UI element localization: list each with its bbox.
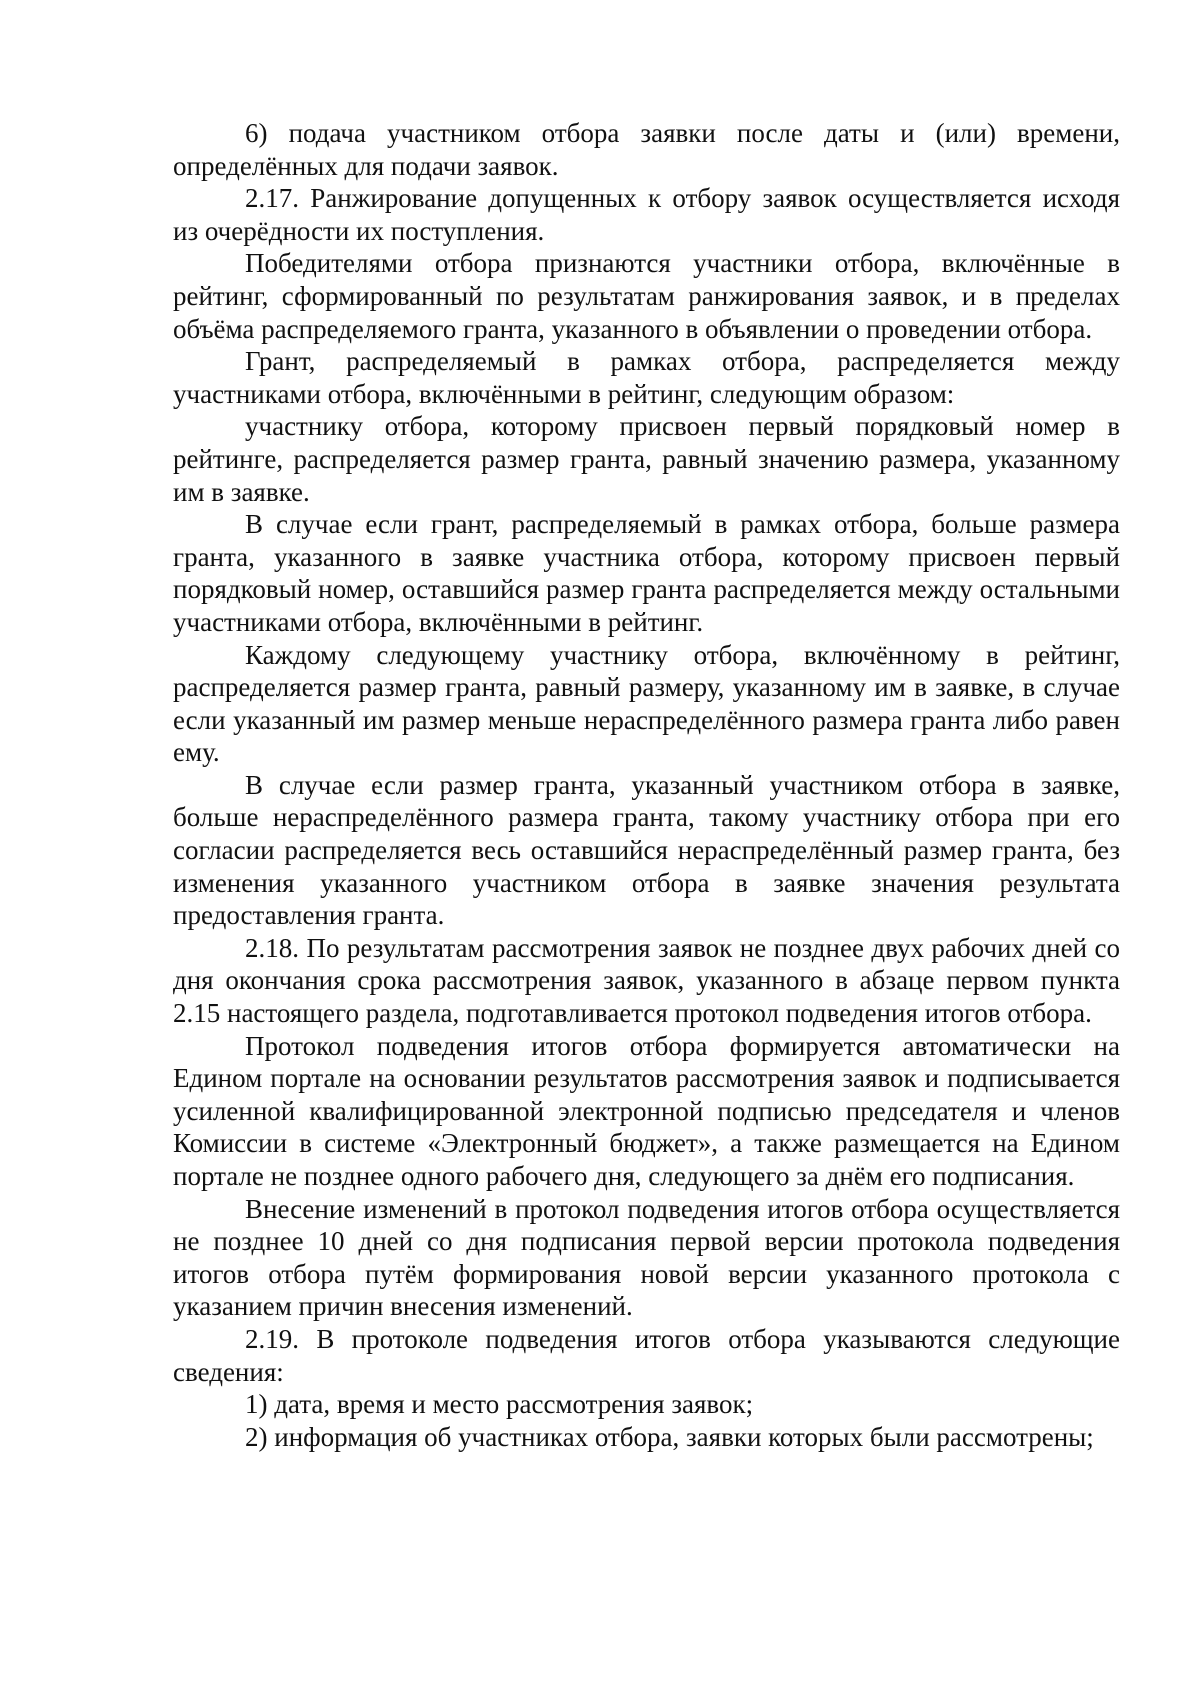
paragraph-2-18: 2.18. По результатам рассмотрения заявок не позднее двух рабочих дней со дня окончания срока рассмотрения заявок, указанного в абзаце первом пункта 2.15 настоящего раздела, подготавливается протокол подведения итогов отбора. [173,932,1120,1029]
document-body [173,117,1120,1453]
paragraph-first-participant: участнику отбора, которому присвоен первый порядковый номер в рейтинге, распределяется размер гранта, равный значению размера, указанному им в заявке. [173,411,1120,507]
paragraph-each-next-participant: Каждому следующему участнику отбора, включённому в рейтинг, распределяется размер гранта, равный размеру, указанному им в заявке, в случае если указанный им размер меньше нераспределённого размера гранта либо равен ему. [173,639,1120,768]
paragraph-undistributed-grant: В случае если размер гранта, указанный участником отбора в заявке, больше нераспределённого размера гранта, такому участнику отбора при его согласии распределяется весь оставшийся нераспределённый размер гранта, без изменения указанного участником отбора в заявке значения результата предоставления гранта. [173,769,1120,931]
paragraph-list-item-1: 1) дата, время и место рассмотрения заявок; [245,1389,754,1420]
paragraph-item-6: 6) подача участником отбора заявки после даты и (или) времени, определённых для подачи заявок. [173,118,1120,181]
paragraph-winners: Победителями отбора признаются участники отбора, включённые в рейтинг, сформированный по результатам ранжирования заявок, и в пределах объёма распределяемого гранта, указанного в объявлении о проведении отбора. [173,248,1120,344]
paragraph-remaining-grant: В случае если грант, распределяемый в рамках отбора, больше размера гранта, указанного в заявке участника отбора, которому присвоен первый порядковый номер, оставшийся размер гранта распределяется между остальными участниками отбора, включёнными в рейтинг. [173,509,1120,637]
paragraph-protocol-formation: Протокол подведения итогов отбора формируется автоматически на Едином портале на основании результатов рассмотрения заявок и подписывается усиленной квалифицированной электронной подписью председателя и членов Комиссии в системе «Электронный бюджет», а также размещается на Едином портале не позднее одного рабочего дня, следующего за днём его подписания. [173,1030,1120,1191]
paragraph-list-item-2: 2) информация об участниках отбора, заявки которых были рассмотрены; [245,1421,1094,1452]
paragraph-2-17: 2.17. Ранжирование допущенных к отбору заявок осуществляется исходя из очерёдности их поступления. [173,183,1120,246]
paragraph-grant-distribution: Грант, распределяемый в рамках отбора, распределяется между участниками отбора, включёнными в рейтинг, следующим образом: [173,346,1120,409]
paragraph-protocol-changes: Внесение изменений в протокол подведения итогов отбора осуществляется не позднее 10 дней со дня подписания первой версии протокола подведения итогов отбора путём формирования новой версии указанного протокола с указанием причин внесения изменений. [173,1193,1120,1322]
paragraph-2-19: 2.19. В протоколе подведения итогов отбора указываются следующие сведения: [173,1323,1120,1387]
